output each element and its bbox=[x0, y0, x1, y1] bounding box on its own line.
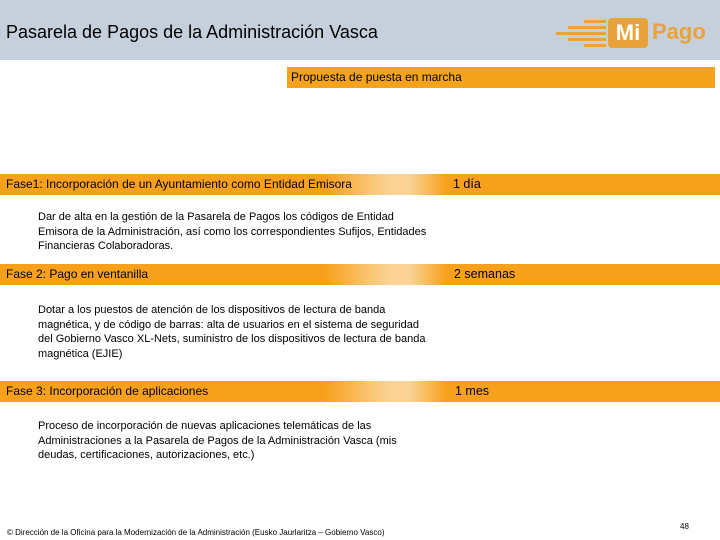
phase-2-bar bbox=[0, 264, 720, 285]
speed-lines-icon bbox=[554, 15, 608, 51]
mipago-logo bbox=[554, 15, 710, 51]
logo-pago: Pago bbox=[652, 19, 706, 44]
phase-1-bar bbox=[0, 174, 720, 195]
phase-3-duration: 1 mes bbox=[455, 384, 490, 398]
phase-2-duration: 2 semanas bbox=[454, 267, 516, 281]
page-number: 48 bbox=[680, 522, 689, 531]
logo-mi: Mi bbox=[608, 18, 648, 48]
phase-3-description: Proceso de incorporación de nuevas aplicaciones telemáticas de las Administraciones a la Pasarela de Pagos de la Administración Vasca (mis deudas, certificaciones, autorizaciones, etc.) bbox=[38, 420, 397, 461]
header-bar bbox=[0, 0, 720, 60]
phase-3-name: Fase 3: Incorporación de aplicaciones bbox=[6, 384, 209, 398]
phase-2-description: Dotar a los puestos de atención de los dispositivos de lectura de banda magnética, y de código de barras: alta de usuarios en el sistema de seguridad del Gobierno Vasco XL-Nets, suministro de los dispositivos de lectura de banda magnética (EJIE) bbox=[38, 304, 426, 360]
phase-3-bar bbox=[0, 381, 720, 402]
phase-1-name: Fase1: Incorporación de un Ayuntamiento como Entidad Emisora bbox=[6, 177, 352, 191]
phase-1-duration: 1 día bbox=[453, 177, 481, 191]
footer-copyright: © Dirección de la Oficina para la Modernización de la Administración (Eusko Jaurlaritza – Gobierno Vasco) bbox=[7, 528, 385, 537]
phase-1-description: Dar de alta en la gestión de la Pasarela de Pagos los códigos de Entidad Emisora de la Administración, así como los correspondientes Sufijos, Entidades Financieras Colaboradoras. bbox=[38, 211, 427, 252]
phase-2-name: Fase 2: Pago en ventanilla bbox=[6, 267, 149, 281]
page-title: Pasarela de Pagos de la Administración Vasca bbox=[6, 22, 378, 42]
proposal-tag: Propuesta de puesta en marcha bbox=[287, 67, 715, 88]
